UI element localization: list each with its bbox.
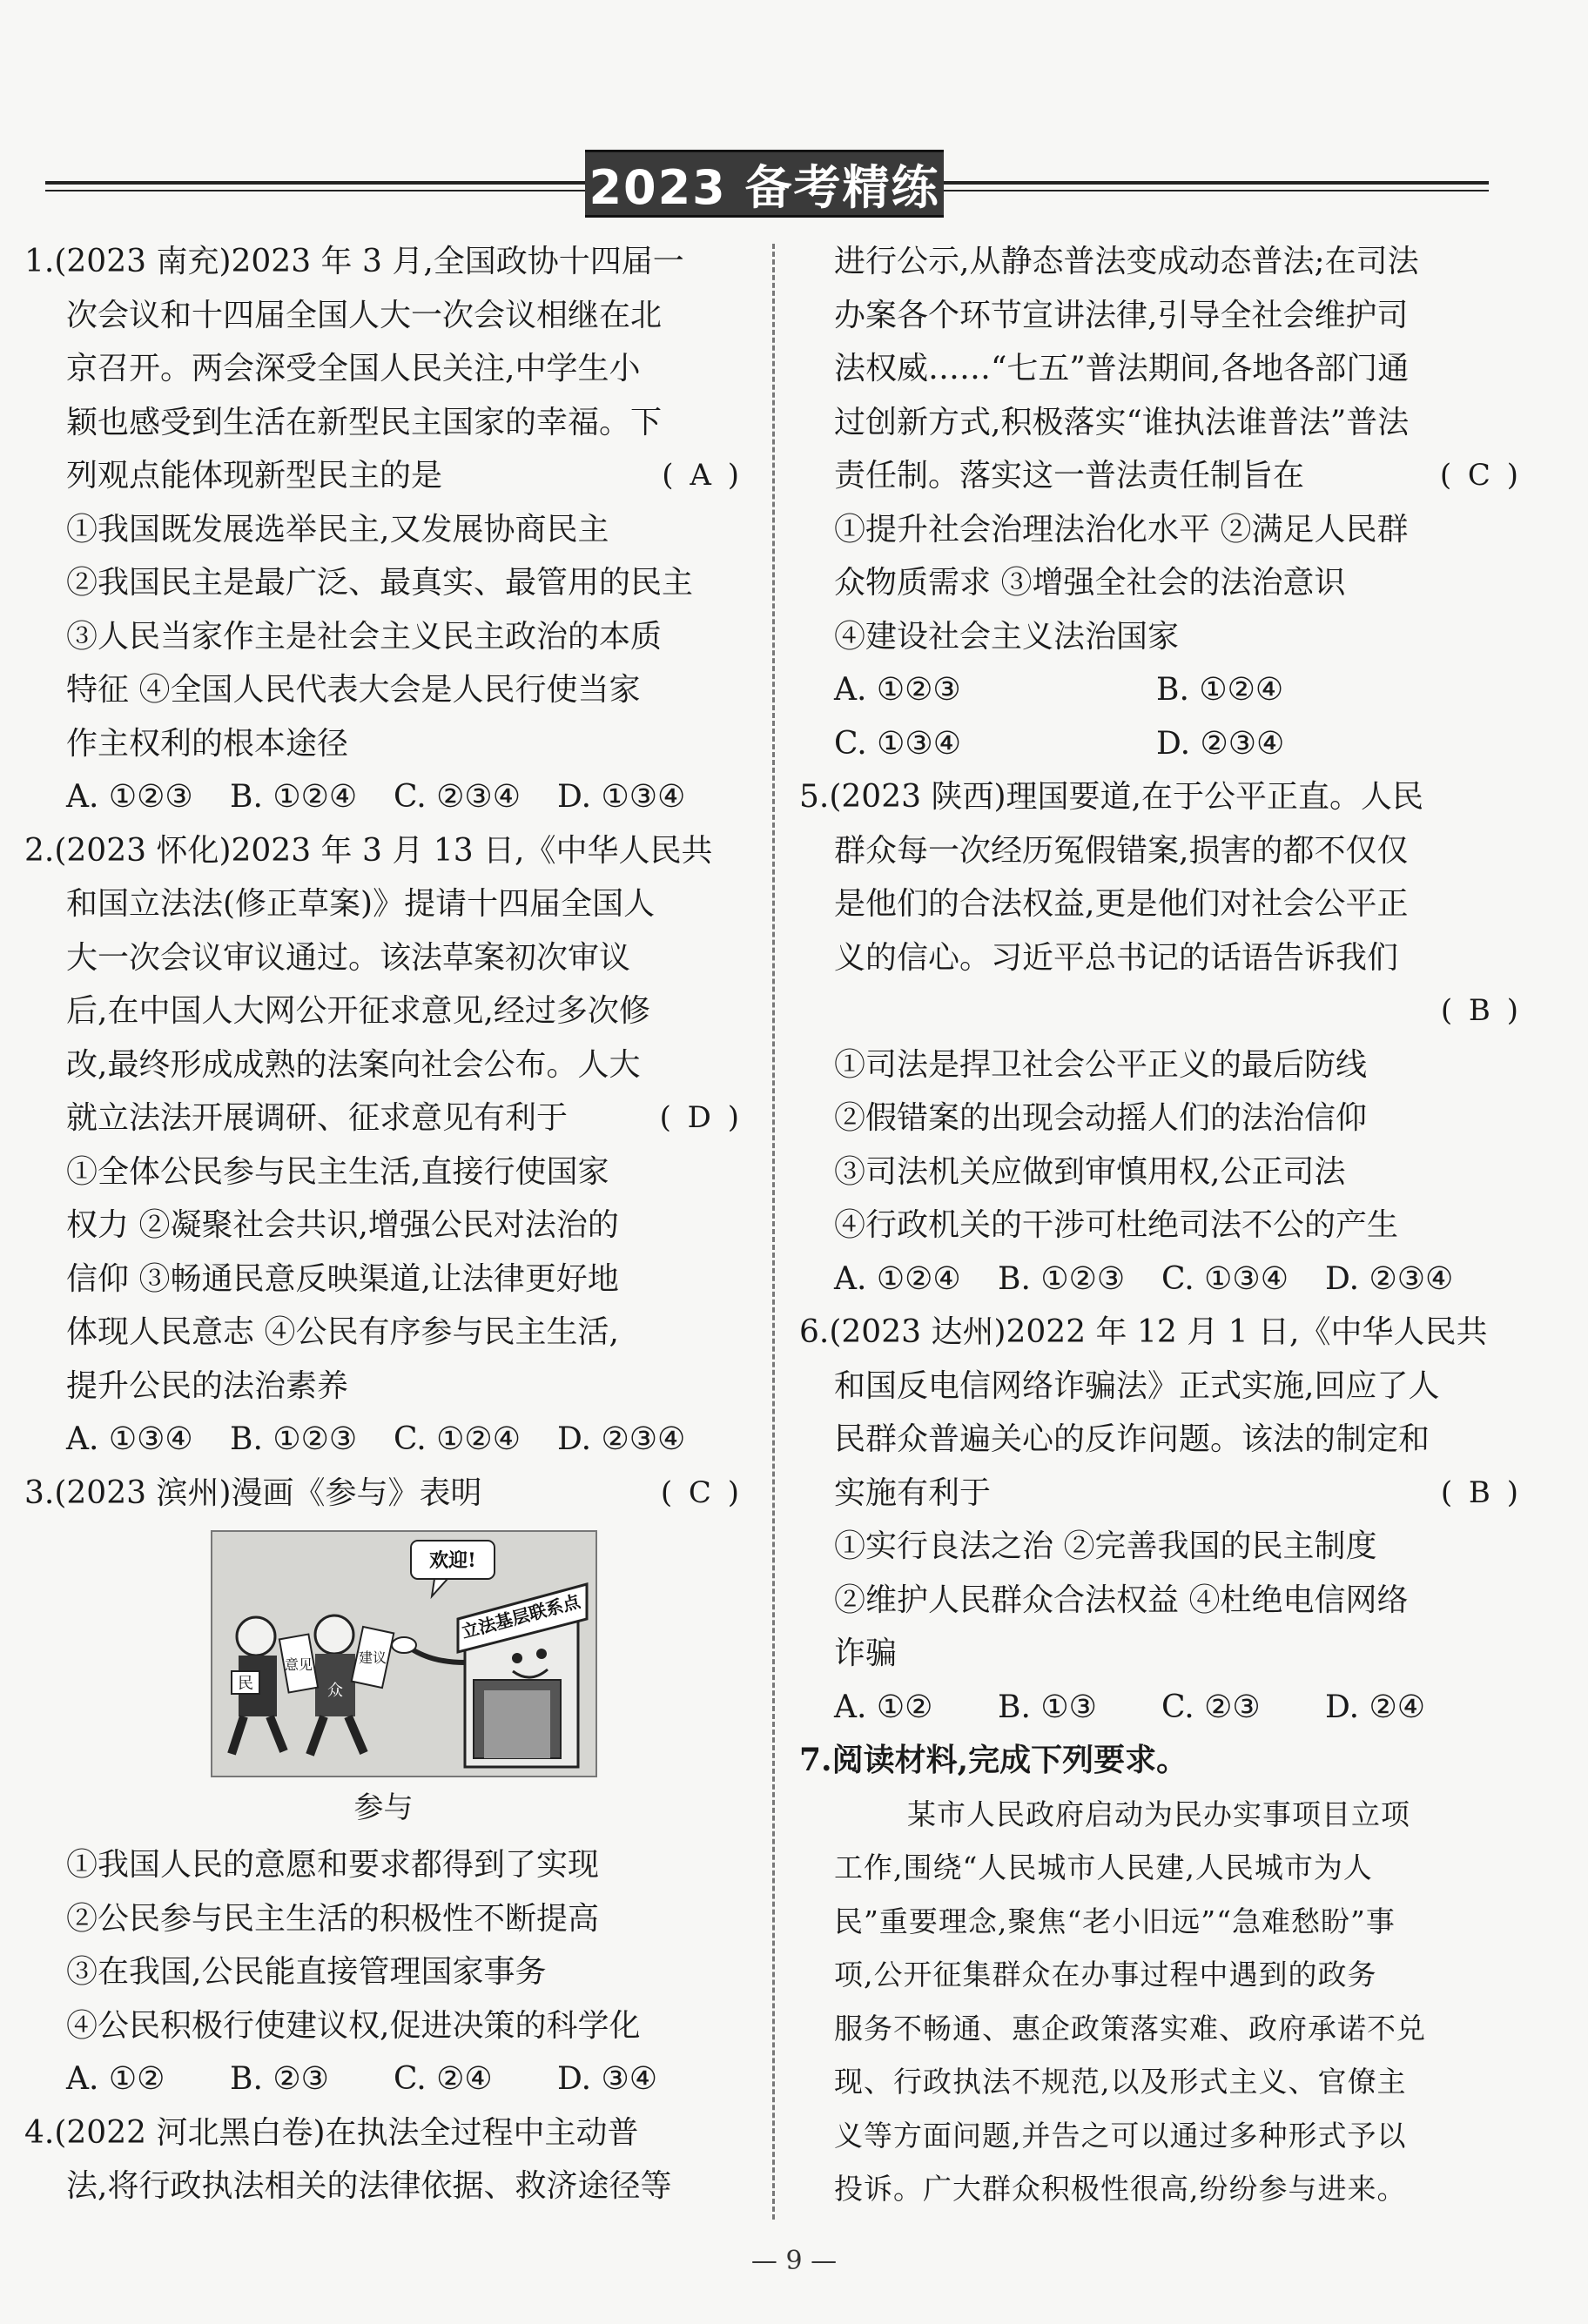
statement: 体现人民意志 ④公民有序参与民主生活,: [66, 1314, 619, 1350]
statement: 众物质需求 ③增强全社会的法治意识: [834, 565, 1346, 601]
question-line: 过创新方式,积极落实“谁执法谁普法”普法: [834, 404, 1410, 440]
question-line: [24, 1467, 743, 1521]
option-c: C. ②④: [394, 2061, 493, 2097]
options-row: [24, 770, 743, 824]
question-line: 办案各个环节宣讲法律,引导全社会维护司: [834, 297, 1409, 333]
option-d: D. ③④: [557, 2061, 658, 2097]
question-4-start: [24, 2106, 743, 2213]
option-b: B. ①②④: [1156, 672, 1284, 708]
cartoon-bubble-text: 欢迎!: [429, 1549, 476, 1572]
question-line: 京召开。两会深受全国人民关注,中学生小: [66, 351, 641, 386]
question-line: 义的信心。习近平总书记的话语告诉我们: [834, 939, 1399, 976]
option-c: C. ①③④: [1161, 1260, 1289, 1297]
option-b: B. ②③: [230, 2061, 329, 2097]
statement: ④建设社会主义法治国家: [834, 618, 1180, 655]
statement: ②维护人民群众合法权益 ④杜绝电信网络: [834, 1582, 1409, 1618]
question-line: [24, 449, 743, 503]
option-a: A. ①②: [66, 2061, 165, 2097]
option-c: C. ②③④: [394, 779, 521, 815]
option-a: A. ①②③: [834, 672, 961, 708]
right-column: [799, 235, 1522, 2216]
banner-rule-left-thin: [45, 190, 585, 191]
question-line: 1.(2023 南充)2023 年 3 月,全国政协十四届一: [24, 244, 684, 279]
statement: ①我国人民的意愿和要求都得到了实现: [66, 1847, 600, 1883]
statement: 诈骗: [834, 1636, 898, 1671]
material-line: 义等方面问题,并告之可以通过多种形式予以: [834, 2118, 1407, 2153]
question-6: [799, 1306, 1522, 1734]
cartoon-paper-label: 意见: [284, 1656, 313, 1673]
statement: 特征 ④全国人民代表大会是人民行使当家: [66, 672, 641, 708]
cartoon-illustration: [211, 1530, 597, 1777]
question-line: 大一次会议审议通过。该法草案初次审议: [66, 939, 631, 976]
options-row: [834, 1253, 1522, 1306]
cartoon-sign-text: 立法基层联系点: [459, 1590, 582, 1642]
material-line: 项,公开征集群众在办事过程中遇到的政务: [834, 1958, 1377, 1992]
cartoon-shirt-label: 民: [238, 1675, 253, 1693]
option-a: A. ①③④: [66, 1421, 193, 1457]
banner-rule-left: [45, 181, 585, 185]
statement: ④公民积极行使建议权,促进决策的科学化: [66, 2007, 641, 2044]
statement: ④行政机关的干涉可杜绝司法不公的产生: [834, 1207, 1399, 1243]
statement: ①我国既发展选举民主,又发展协商民主: [66, 511, 609, 547]
options-row: [24, 2052, 743, 2106]
options-row: [834, 663, 1522, 717]
question-line: 法,将行政执法相关的法律依据、救济途径等: [66, 2168, 672, 2204]
cartoon-shirt-label: 众: [327, 1682, 343, 1700]
question-line-text: 3.(2023 滨州)漫画《参与》表明: [24, 1474, 482, 1511]
page-number: — 9 —: [750, 2246, 838, 2276]
option-a: A. ①②③: [66, 779, 193, 815]
statement: ②假错案的出现会动摇人们的法治信仰: [834, 1100, 1368, 1136]
statement: ③在我国,公民能直接管理国家事务: [66, 1954, 547, 1990]
question-line: 进行公示,从静态普法变成动态普法;在司法: [834, 244, 1419, 279]
material-line: 民”重要理念,聚焦“老小旧远”“急难愁盼”事: [834, 1904, 1396, 1938]
statement: ③司法机关应做到审慎用权,公正司法: [834, 1153, 1346, 1190]
material-line: 工作,围绕“人民城市人民建,人民城市为人: [834, 1850, 1373, 1884]
option-b: B. ①②④: [230, 779, 358, 815]
answer-line: [834, 984, 1522, 1038]
question-line: 次会议和十四届全国人大一次会议相继在北: [66, 297, 663, 333]
question-line: 颖也感受到生活在新型民主国家的幸福。下: [66, 404, 663, 440]
question-stem: 7.阅读材料,完成下列要求。: [799, 1742, 1188, 1778]
question-7: [799, 1734, 1522, 2216]
left-column: [24, 235, 743, 2213]
material-line: 某市人民政府启动为民办实事项目立项: [907, 1797, 1410, 1831]
options-row: [24, 1413, 743, 1467]
answer-bracket: ( C ): [1439, 458, 1522, 493]
question-line: 民群众普遍关心的反诈问题。该法的制定和: [834, 1421, 1430, 1457]
question-line: 是他们的合法权益,更是他们对社会公平正: [834, 886, 1409, 922]
question-2: [24, 824, 743, 1467]
statement: ③人民当家作主是社会主义民主政治的本质: [66, 618, 663, 655]
statement: ②我国民主是最广泛、最真实、最管用的民主: [66, 565, 694, 601]
option-d: D. ②④: [1325, 1689, 1426, 1725]
question-line: 改,最终形成成熟的法案向社会公布。人大: [66, 1046, 641, 1083]
statement: 权力 ②凝聚社会共识,增强公民对法治的: [66, 1207, 619, 1243]
option-c: C. ②③: [1161, 1689, 1261, 1725]
option-b: B. ①②③: [230, 1421, 358, 1457]
question-5: [799, 770, 1522, 1306]
answer-bracket: ( D ): [659, 1100, 743, 1135]
options-row: [834, 717, 1522, 771]
option-c: C. ①③④: [834, 725, 961, 762]
answer-bracket: ( B ): [1440, 1474, 1522, 1510]
option-a: A. ①②④: [834, 1260, 961, 1297]
question-line-text: 实施有利于: [834, 1474, 992, 1511]
question-line: 法权威……“七五”普法期间,各地各部门通: [834, 351, 1410, 386]
option-d: D. ①③④: [557, 779, 686, 815]
question-line: 5.(2023 陕西)理国要道,在于公平正直。人民: [799, 779, 1423, 815]
option-c: C. ①②④: [394, 1421, 521, 1457]
option-d: D. ②③④: [1156, 725, 1285, 762]
question-line: 6.(2023 达州)2022 年 12 月 1 日,《中华人民共: [799, 1314, 1488, 1350]
question-line: [24, 1091, 743, 1145]
answer-bracket: ( B ): [1440, 993, 1522, 1028]
question-line: 和国反电信网络诈骗法》正式实施,回应了人: [834, 1367, 1440, 1404]
question-line: 和国立法法(修正草案)》提请十四届全国人: [66, 886, 656, 922]
question-line: 后,在中国人大网公开征求意见,经过多次修: [66, 993, 650, 1029]
answer-bracket: ( A ): [662, 458, 743, 493]
cartoon-caption: 参与: [353, 1790, 414, 1825]
option-d: D. ②③④: [557, 1421, 686, 1457]
question-line: [834, 449, 1522, 503]
option-b: B. ①②③: [998, 1260, 1126, 1297]
answer-bracket: ( C ): [660, 1474, 743, 1510]
cartoon-paper-label: 建议: [358, 1649, 387, 1666]
question-line: 4.(2022 河北黑白卷)在执法全过程中主动普: [24, 2114, 639, 2151]
column-divider: [772, 244, 775, 2220]
section-title: 2023 备考精练: [585, 150, 944, 218]
question-line: [834, 1467, 1522, 1521]
question-1: [24, 235, 743, 824]
statement: 作主权利的根本途径: [66, 725, 349, 762]
statement: ①全体公民参与民主生活,直接行使国家: [66, 1153, 609, 1190]
question-line: 2.(2023 怀化)2023 年 3 月 13 日,《中华人民共: [24, 832, 713, 869]
material-line: 现、行政执法不规范,以及形式主义、官僚主: [834, 2065, 1407, 2099]
cartoon-drawing: [212, 1532, 596, 1776]
option-d: D. ②③④: [1325, 1260, 1454, 1297]
statement: ①实行良法之治 ②完善我国的民主制度: [834, 1528, 1377, 1564]
material-line: 服务不畅通、惠企政策落实难、政府承诺不兑: [834, 2011, 1426, 2045]
question-3: [24, 1467, 743, 2106]
option-a: A. ①②: [834, 1689, 933, 1725]
banner-rule-right: [944, 181, 1489, 185]
options-row: [834, 1681, 1522, 1735]
material-line: 投诉。广大群众积极性很高,纷纷参与进来。: [834, 2172, 1407, 2206]
statement: 信仰 ③畅通民意反映渠道,让法律更好地: [66, 1260, 619, 1297]
question-4-continued: [834, 235, 1522, 770]
question-line-text: 责任制。落实这一普法责任制旨在: [834, 458, 1305, 494]
statement: ①提升社会治理法治化水平 ②满足人民群: [834, 511, 1409, 547]
statement: ①司法是捍卫社会公平正义的最后防线: [834, 1046, 1368, 1083]
statement: ②公民参与民主生活的积极性不断提高: [66, 1900, 600, 1937]
question-line-text: 列观点能体现新型民主的是: [66, 458, 443, 494]
question-line-text: 就立法法开展调研、征求意见有利于: [66, 1100, 569, 1136]
statement: 提升公民的法治素养: [66, 1367, 349, 1404]
option-b: B. ①③: [998, 1689, 1097, 1725]
banner-rule-right-thin: [944, 190, 1489, 191]
question-line: 群众每一次经历冤假错案,损害的都不仅仅: [834, 832, 1409, 869]
